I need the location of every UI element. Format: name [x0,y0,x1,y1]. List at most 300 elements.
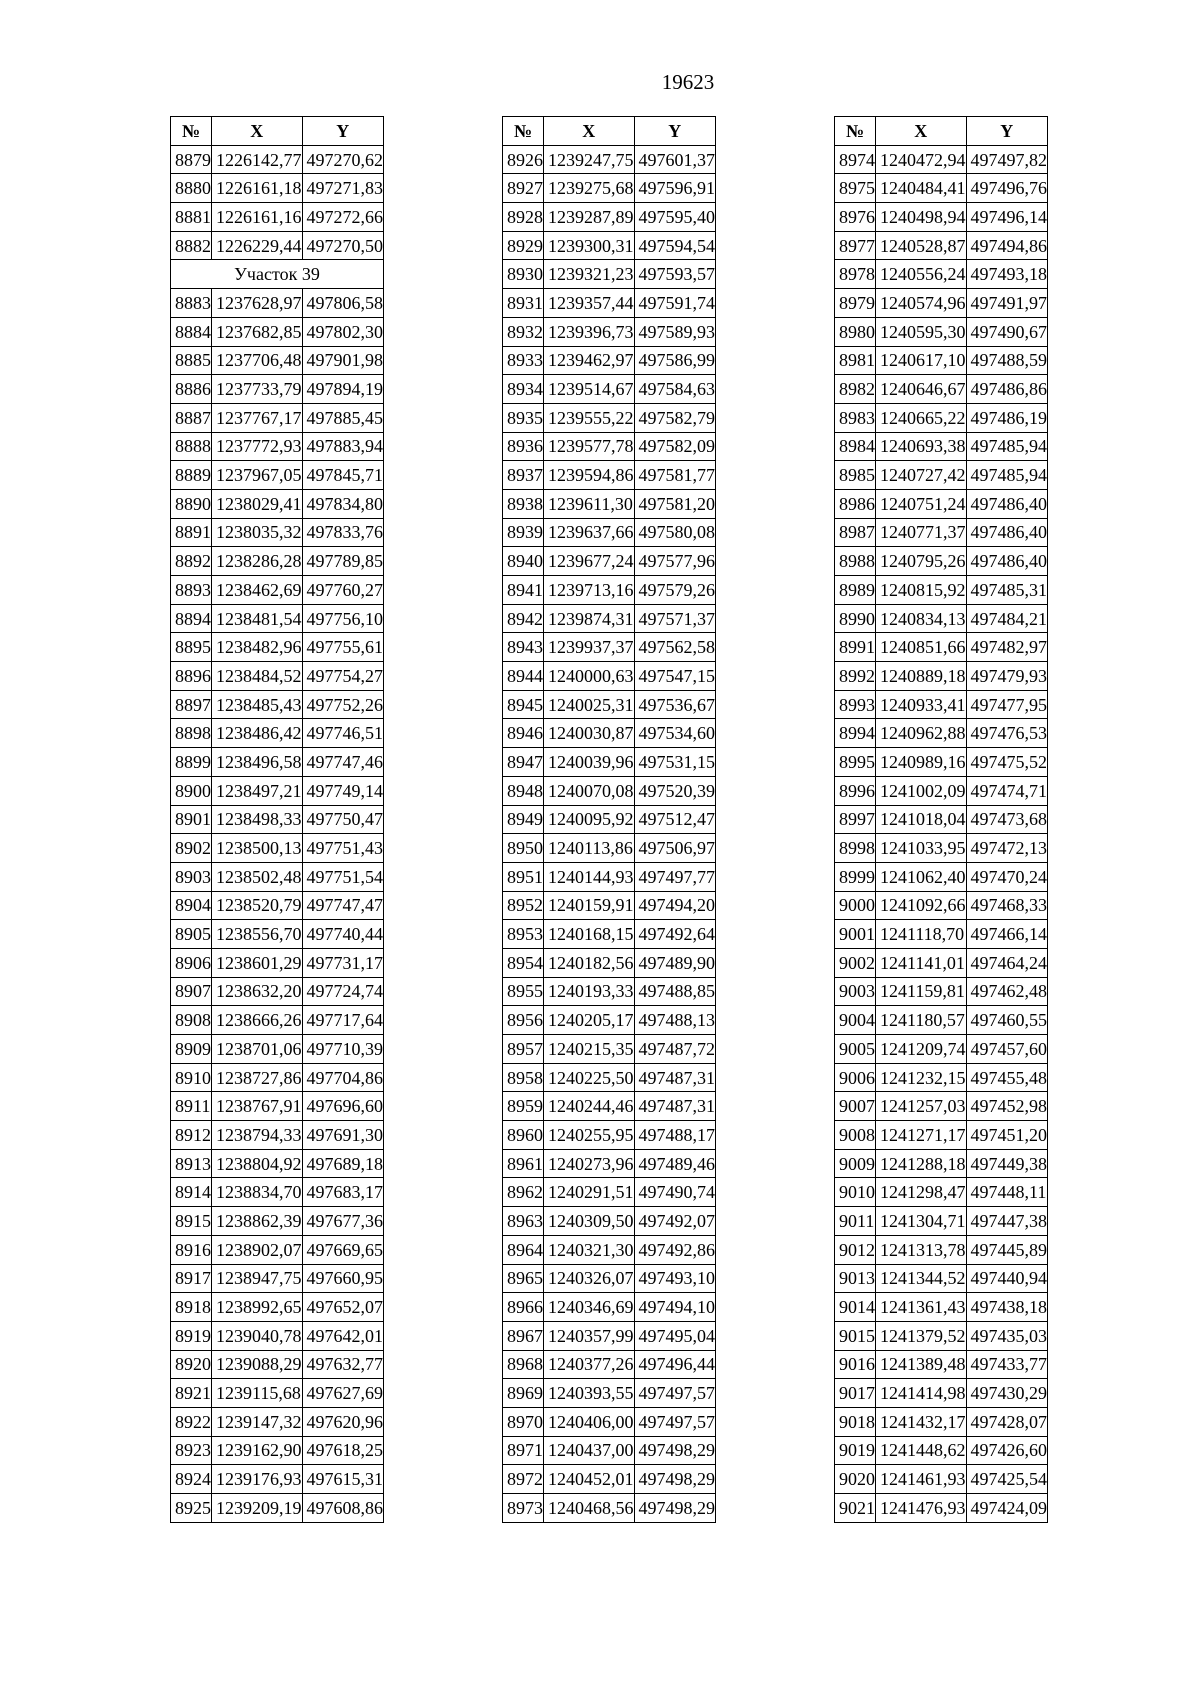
x-coordinate-cell: 1238286,28 [212,547,303,576]
table-row [503,920,716,949]
y-coordinate-cell: 497618,25 [302,1436,384,1465]
table-row [835,1350,1048,1379]
table-row [835,403,1048,432]
table-row [503,1149,716,1178]
x-coordinate-cell: 1226229,44 [212,231,303,260]
point-number-cell: 8931 [503,289,544,318]
y-coordinate-cell: 497452,98 [966,1092,1048,1121]
y-coordinate-cell: 497493,10 [634,1264,716,1293]
y-coordinate-cell: 497620,96 [302,1407,384,1436]
point-number-cell: 9020 [835,1465,876,1494]
y-coordinate-cell: 497885,45 [302,403,384,432]
table-row [835,1293,1048,1322]
y-coordinate-cell: 497271,83 [302,174,384,203]
y-coordinate-cell: 497789,85 [302,547,384,576]
point-number-cell: 8947 [503,748,544,777]
table-row [171,518,384,547]
y-coordinate-cell: 497724,74 [302,977,384,1006]
table-row [503,1121,716,1150]
x-coordinate-cell: 1240574,96 [876,289,967,318]
y-coordinate-cell: 497591,74 [634,289,716,318]
table-row [171,1264,384,1293]
x-coordinate-cell: 1241432,17 [876,1407,967,1436]
point-number-cell: 8935 [503,403,544,432]
x-coordinate-cell: 1237628,97 [212,289,303,318]
y-coordinate-cell: 497272,66 [302,203,384,232]
y-coordinate-cell: 497756,10 [302,604,384,633]
x-coordinate-cell: 1240377,26 [544,1350,635,1379]
table-row [835,719,1048,748]
table-row [835,518,1048,547]
x-coordinate-cell: 1241118,70 [876,920,967,949]
table-row [835,748,1048,777]
header-x: X [544,117,635,146]
point-number-cell: 8899 [171,748,212,777]
y-coordinate-cell: 497494,86 [966,231,1048,260]
table-row [835,948,1048,977]
table-row [503,489,716,518]
y-coordinate-cell: 497536,67 [634,690,716,719]
y-coordinate-cell: 497488,13 [634,1006,716,1035]
x-coordinate-cell: 1239594,86 [544,461,635,490]
y-coordinate-cell: 497593,57 [634,260,716,289]
table-row [171,1494,384,1523]
table-header-row [835,117,1048,146]
point-number-cell: 8881 [171,203,212,232]
x-coordinate-cell: 1239874,31 [544,604,635,633]
x-coordinate-cell: 1237772,93 [212,432,303,461]
x-coordinate-cell: 1226142,77 [212,145,303,174]
x-coordinate-cell: 1239357,44 [544,289,635,318]
point-number-cell: 8888 [171,432,212,461]
y-coordinate-cell: 497562,58 [634,633,716,662]
x-coordinate-cell: 1241257,03 [876,1092,967,1121]
table-row [171,231,384,260]
point-number-cell: 8975 [835,174,876,203]
point-number-cell: 8948 [503,776,544,805]
y-coordinate-cell: 497596,91 [634,174,716,203]
x-coordinate-cell: 1239176,93 [212,1465,303,1494]
point-number-cell: 8883 [171,289,212,318]
x-coordinate-cell: 1238632,20 [212,977,303,1006]
x-coordinate-cell: 1239321,23 [544,260,635,289]
point-number-cell: 8985 [835,461,876,490]
x-coordinate-cell: 1241033,95 [876,834,967,863]
point-number-cell: 8927 [503,174,544,203]
x-coordinate-cell: 1226161,18 [212,174,303,203]
point-number-cell: 8949 [503,805,544,834]
x-coordinate-cell: 1237733,79 [212,375,303,404]
table-row [503,1092,716,1121]
y-coordinate-cell: 497496,76 [966,174,1048,203]
table-row [171,203,384,232]
y-coordinate-cell: 497496,44 [634,1350,716,1379]
point-number-cell: 8998 [835,834,876,863]
point-number-cell: 8938 [503,489,544,518]
point-number-cell: 8988 [835,547,876,576]
table-row [835,461,1048,490]
table-row [503,948,716,977]
x-coordinate-cell: 1240025,31 [544,690,635,719]
point-number-cell: 8924 [171,1465,212,1494]
point-number-cell: 8962 [503,1178,544,1207]
point-number-cell: 8958 [503,1063,544,1092]
point-number-cell: 8912 [171,1121,212,1150]
table-row [835,1264,1048,1293]
table-row [171,174,384,203]
x-coordinate-cell: 1240393,55 [544,1379,635,1408]
table-row [503,1293,716,1322]
point-number-cell: 8945 [503,690,544,719]
point-number-cell: 8987 [835,518,876,547]
point-number-cell: 8902 [171,834,212,863]
point-number-cell: 8919 [171,1321,212,1350]
point-number-cell: 8971 [503,1436,544,1465]
x-coordinate-cell: 1240357,99 [544,1321,635,1350]
point-number-cell: 8922 [171,1407,212,1436]
y-coordinate-cell: 497750,47 [302,805,384,834]
point-number-cell: 8995 [835,748,876,777]
y-coordinate-cell: 497755,61 [302,633,384,662]
x-coordinate-cell: 1239040,78 [212,1321,303,1350]
y-coordinate-cell: 497691,30 [302,1121,384,1150]
table-row [503,260,716,289]
table-row [503,461,716,490]
point-number-cell: 9014 [835,1293,876,1322]
y-coordinate-cell: 497486,40 [966,547,1048,576]
y-coordinate-cell: 497497,77 [634,862,716,891]
table-row [835,576,1048,605]
y-coordinate-cell: 497497,57 [634,1379,716,1408]
point-number-cell: 8964 [503,1235,544,1264]
table-row [503,891,716,920]
y-coordinate-cell: 497498,29 [634,1465,716,1494]
table-row [171,403,384,432]
table-row [171,662,384,691]
x-coordinate-cell: 1240182,56 [544,948,635,977]
y-coordinate-cell: 497571,37 [634,604,716,633]
y-coordinate-cell: 497710,39 [302,1035,384,1064]
point-number-cell: 8984 [835,432,876,461]
point-number-cell: 8994 [835,719,876,748]
point-number-cell: 8920 [171,1350,212,1379]
table-row [171,633,384,662]
x-coordinate-cell: 1238666,26 [212,1006,303,1035]
point-number-cell: 8976 [835,203,876,232]
point-number-cell: 8974 [835,145,876,174]
point-number-cell: 8999 [835,862,876,891]
point-number-cell: 8953 [503,920,544,949]
header-y: Y [634,117,716,146]
table-row [835,662,1048,691]
y-coordinate-cell: 497512,47 [634,805,716,834]
x-coordinate-cell: 1238947,75 [212,1264,303,1293]
coordinate-table-3 [834,116,1048,1523]
table-row [835,375,1048,404]
table-row [171,289,384,318]
x-coordinate-cell: 1239088,29 [212,1350,303,1379]
y-coordinate-cell: 497534,60 [634,719,716,748]
y-coordinate-cell: 497270,50 [302,231,384,260]
x-coordinate-cell: 1241414,98 [876,1379,967,1408]
point-number-cell: 8936 [503,432,544,461]
point-number-cell: 8908 [171,1006,212,1035]
table-row [171,1063,384,1092]
point-number-cell: 8965 [503,1264,544,1293]
point-number-cell: 8882 [171,231,212,260]
point-number-cell: 8990 [835,604,876,633]
y-coordinate-cell: 497468,33 [966,891,1048,920]
y-coordinate-cell: 497660,95 [302,1264,384,1293]
y-coordinate-cell: 497498,29 [634,1494,716,1523]
x-coordinate-cell: 1240771,37 [876,518,967,547]
y-coordinate-cell: 497494,10 [634,1293,716,1322]
point-number-cell: 8934 [503,375,544,404]
x-coordinate-cell: 1240168,15 [544,920,635,949]
table-row [171,1293,384,1322]
table-row [835,231,1048,260]
point-number-cell: 8972 [503,1465,544,1494]
table-row [835,1006,1048,1035]
x-coordinate-cell: 1241298,47 [876,1178,967,1207]
y-coordinate-cell: 497580,08 [634,518,716,547]
table-row [835,776,1048,805]
x-coordinate-cell: 1238500,13 [212,834,303,863]
x-coordinate-cell: 1240225,50 [544,1063,635,1092]
point-number-cell: 8969 [503,1379,544,1408]
header-num: № [503,117,544,146]
table-row [835,805,1048,834]
x-coordinate-cell: 1238701,06 [212,1035,303,1064]
y-coordinate-cell: 497740,44 [302,920,384,949]
y-coordinate-cell: 497581,77 [634,461,716,490]
y-coordinate-cell: 497484,21 [966,604,1048,633]
x-coordinate-cell: 1238496,58 [212,748,303,777]
y-coordinate-cell: 497689,18 [302,1149,384,1178]
point-number-cell: 8939 [503,518,544,547]
x-coordinate-cell: 1239462,97 [544,346,635,375]
point-number-cell: 9007 [835,1092,876,1121]
x-coordinate-cell: 1241271,17 [876,1121,967,1150]
y-coordinate-cell: 497428,07 [966,1407,1048,1436]
table-row [835,690,1048,719]
coordinate-table-1 [170,116,384,1523]
point-number-cell: 8917 [171,1264,212,1293]
point-number-cell: 8942 [503,604,544,633]
y-coordinate-cell: 497494,20 [634,891,716,920]
y-coordinate-cell: 497615,31 [302,1465,384,1494]
point-number-cell: 9006 [835,1063,876,1092]
table-row [835,346,1048,375]
table-row [835,489,1048,518]
table-row [835,203,1048,232]
table-row [835,1436,1048,1465]
y-coordinate-cell: 497833,76 [302,518,384,547]
point-number-cell: 8963 [503,1207,544,1236]
y-coordinate-cell: 497425,54 [966,1465,1048,1494]
header-num: № [835,117,876,146]
point-number-cell: 8900 [171,776,212,805]
point-number-cell: 8925 [171,1494,212,1523]
point-number-cell: 8896 [171,662,212,691]
x-coordinate-cell: 1239287,89 [544,203,635,232]
x-coordinate-cell: 1238862,39 [212,1207,303,1236]
x-coordinate-cell: 1240962,88 [876,719,967,748]
point-number-cell: 9019 [835,1436,876,1465]
table-header-row [503,117,716,146]
x-coordinate-cell: 1239247,75 [544,145,635,174]
table-row [503,403,716,432]
table-row [503,719,716,748]
y-coordinate-cell: 497497,57 [634,1407,716,1436]
table-row [503,1350,716,1379]
x-coordinate-cell: 1237967,05 [212,461,303,490]
x-coordinate-cell: 1238482,96 [212,633,303,662]
x-coordinate-cell: 1238486,42 [212,719,303,748]
point-number-cell: 8937 [503,461,544,490]
table-row [171,604,384,633]
table-row [171,317,384,346]
x-coordinate-cell: 1239577,78 [544,432,635,461]
point-number-cell: 8967 [503,1321,544,1350]
x-coordinate-cell: 1238485,43 [212,690,303,719]
y-coordinate-cell: 497488,17 [634,1121,716,1150]
point-number-cell: 8940 [503,547,544,576]
table-row [503,289,716,318]
x-coordinate-cell: 1240346,69 [544,1293,635,1322]
x-coordinate-cell: 1241062,40 [876,862,967,891]
point-number-cell: 8981 [835,346,876,375]
y-coordinate-cell: 497677,36 [302,1207,384,1236]
y-coordinate-cell: 497752,26 [302,690,384,719]
table-row [835,317,1048,346]
x-coordinate-cell: 1240113,86 [544,834,635,863]
x-coordinate-cell: 1239637,66 [544,518,635,547]
y-coordinate-cell: 497498,29 [634,1436,716,1465]
x-coordinate-cell: 1238804,92 [212,1149,303,1178]
point-number-cell: 8910 [171,1063,212,1092]
point-number-cell: 9017 [835,1379,876,1408]
x-coordinate-cell: 1240095,92 [544,805,635,834]
x-coordinate-cell: 1240452,01 [544,1465,635,1494]
table-row [503,1436,716,1465]
table-row [503,633,716,662]
table-row [171,1235,384,1264]
table-row [503,1494,716,1523]
point-number-cell: 8992 [835,662,876,691]
table-row [835,633,1048,662]
x-coordinate-cell: 1241180,57 [876,1006,967,1035]
table-row [835,174,1048,203]
point-number-cell: 8904 [171,891,212,920]
table-row [835,1178,1048,1207]
point-number-cell: 8946 [503,719,544,748]
x-coordinate-cell: 1239713,16 [544,576,635,605]
point-number-cell: 9001 [835,920,876,949]
y-coordinate-cell: 497802,30 [302,317,384,346]
point-number-cell: 9018 [835,1407,876,1436]
table-row [503,203,716,232]
table-row [835,432,1048,461]
y-coordinate-cell: 497589,93 [634,317,716,346]
y-coordinate-cell: 497490,74 [634,1178,716,1207]
table-row [835,1321,1048,1350]
y-coordinate-cell: 497447,38 [966,1207,1048,1236]
y-coordinate-cell: 497445,89 [966,1235,1048,1264]
x-coordinate-cell: 1238601,29 [212,948,303,977]
x-coordinate-cell: 1238834,70 [212,1178,303,1207]
y-coordinate-cell: 497586,99 [634,346,716,375]
section-title: Участок 39 [171,260,384,289]
table-row [503,862,716,891]
y-coordinate-cell: 497491,97 [966,289,1048,318]
point-number-cell: 8887 [171,403,212,432]
table-row [835,1035,1048,1064]
x-coordinate-cell: 1238794,33 [212,1121,303,1150]
y-coordinate-cell: 497472,13 [966,834,1048,863]
y-coordinate-cell: 497751,43 [302,834,384,863]
x-coordinate-cell: 1237767,17 [212,403,303,432]
point-number-cell: 9008 [835,1121,876,1150]
point-number-cell: 8982 [835,375,876,404]
point-number-cell: 8986 [835,489,876,518]
table-row [503,690,716,719]
y-coordinate-cell: 497506,97 [634,834,716,863]
point-number-cell: 8983 [835,403,876,432]
x-coordinate-cell: 1240498,94 [876,203,967,232]
point-number-cell: 8991 [835,633,876,662]
y-coordinate-cell: 497495,04 [634,1321,716,1350]
y-coordinate-cell: 497466,14 [966,920,1048,949]
table-row [835,1063,1048,1092]
table-row [171,805,384,834]
table-row [171,1321,384,1350]
point-number-cell: 8893 [171,576,212,605]
x-coordinate-cell: 1240326,07 [544,1264,635,1293]
y-coordinate-cell: 497901,98 [302,346,384,375]
x-coordinate-cell: 1239209,19 [212,1494,303,1523]
x-coordinate-cell: 1240070,08 [544,776,635,805]
x-coordinate-cell: 1238502,48 [212,862,303,891]
table-row [171,1006,384,1035]
y-coordinate-cell: 497457,60 [966,1035,1048,1064]
point-number-cell: 8895 [171,633,212,662]
point-number-cell: 8891 [171,518,212,547]
point-number-cell: 8959 [503,1092,544,1121]
y-coordinate-cell: 497520,39 [634,776,716,805]
table-row [835,920,1048,949]
x-coordinate-cell: 1240727,42 [876,461,967,490]
y-coordinate-cell: 497582,79 [634,403,716,432]
table-row [171,1465,384,1494]
y-coordinate-cell: 497493,18 [966,260,1048,289]
point-number-cell: 8993 [835,690,876,719]
x-coordinate-cell: 1239275,68 [544,174,635,203]
y-coordinate-cell: 497485,31 [966,576,1048,605]
table-row [503,432,716,461]
x-coordinate-cell: 1241209,74 [876,1035,967,1064]
point-number-cell: 8929 [503,231,544,260]
x-coordinate-cell: 1241002,09 [876,776,967,805]
x-coordinate-cell: 1239677,24 [544,547,635,576]
table-row [503,1006,716,1035]
point-number-cell: 8952 [503,891,544,920]
x-coordinate-cell: 1239396,73 [544,317,635,346]
y-coordinate-cell: 497474,71 [966,776,1048,805]
table-row [171,1207,384,1236]
table-row [835,1092,1048,1121]
table-row [171,920,384,949]
